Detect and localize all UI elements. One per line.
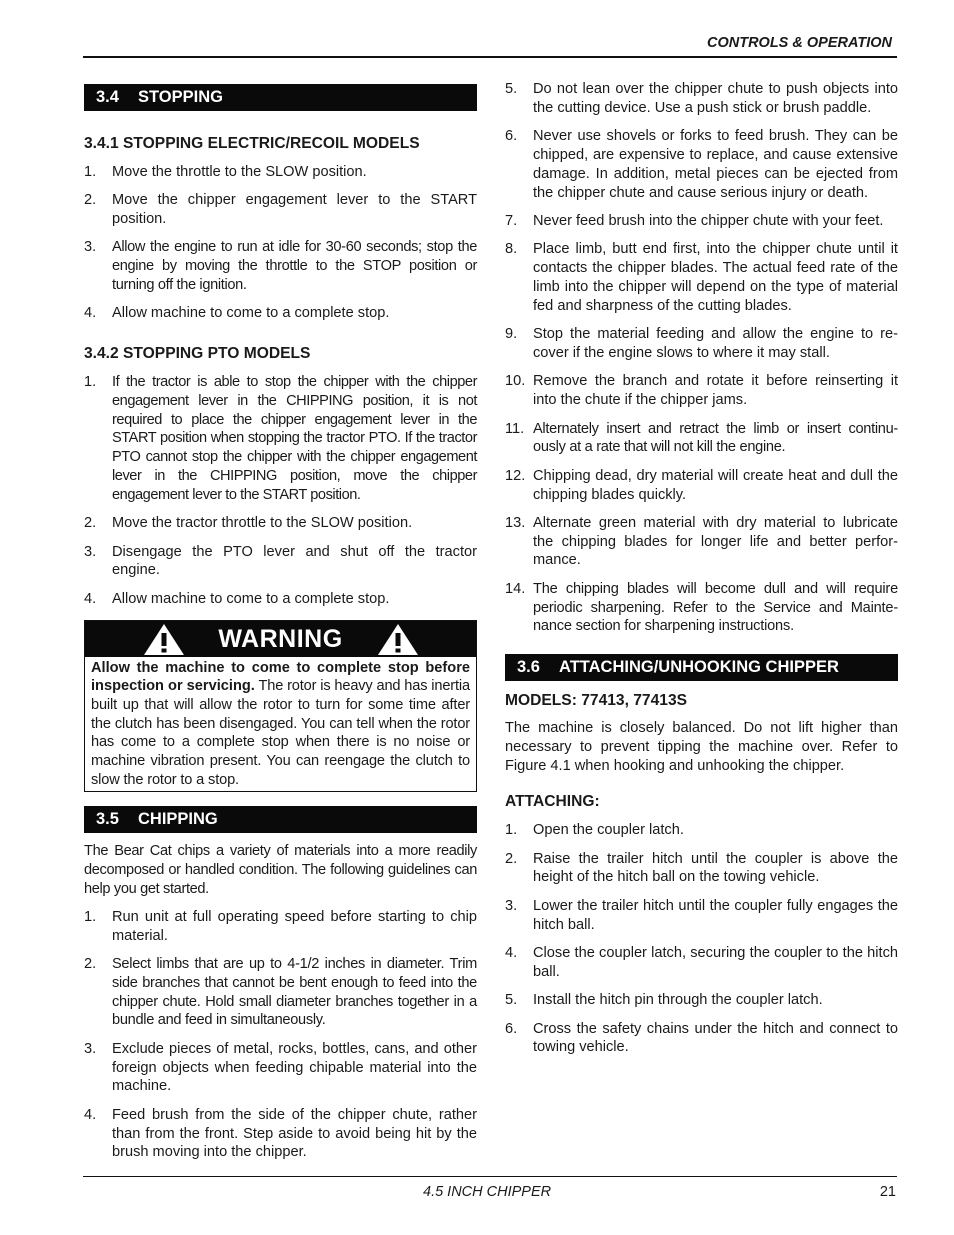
step-number: 1. [84, 908, 97, 925]
list-item [505, 420, 898, 458]
step-number: 6. [505, 128, 518, 145]
attaching-steps [505, 821, 898, 1057]
step-text: If the tractor is able to stop the chipper with the chipper engagement lever in the CHIPPING position, it is not required to place the chipper engagement lever in the START position when stopping the tractor PTO. If the tractor PTO cannot stop the chipper with the chipper engagement lever in the CHIPPING position, move the chipper engagement lever to the START position. [112, 373, 477, 503]
footer-rule [83, 1176, 897, 1177]
step-text: Cross the safety chains under the hitch and connect to towing vehicle. [533, 1020, 898, 1056]
step-number: 12. [505, 467, 526, 484]
step-text: Exclude pieces of metal, rocks, bottles, cans, and other foreign objects when feeding chipable material into the machine. [112, 1040, 477, 1095]
step-number: 4. [84, 590, 97, 607]
list-item [84, 955, 477, 1030]
list-item [84, 1106, 477, 1162]
step-text: Never use shovels or forks to feed brush. They can be chipped, are expensive to replace, and cause extensive damage. In addition, metal pieces can be ejected from the chipper chute and cause serious injury or death. [533, 128, 898, 201]
list-item [505, 80, 898, 118]
list-item [84, 373, 477, 505]
section-3-4-heading [84, 84, 477, 111]
step-number: 3. [84, 543, 97, 560]
list-item [505, 372, 898, 410]
list-item [505, 991, 898, 1010]
step-text: Move the tractor throttle to the SLOW position. [112, 515, 413, 532]
step-text: Never feed brush into the chipper chute with your feet. [533, 212, 884, 229]
step-number: 2. [84, 192, 97, 209]
warning-title: WARNING [218, 624, 343, 653]
list-item [505, 212, 898, 231]
step-text: Disengage the PTO lever and shut off the tractor engine. [112, 543, 477, 579]
page-header-title: CONTROLS & OPERATION [706, 35, 892, 51]
step-text: Move the chipper engagement lever to the START position. [112, 192, 477, 227]
step-number: 6. [505, 1020, 518, 1037]
step-number: 4. [505, 945, 518, 962]
list-item [505, 467, 898, 505]
page-number: 21 [879, 1184, 896, 1200]
stopping-pto-steps [84, 373, 477, 609]
list-item [84, 908, 477, 946]
list-item [84, 304, 477, 323]
step-number: 1. [84, 373, 97, 390]
stopping-electric-steps [84, 163, 477, 323]
step-text: Remove the branch and rotate it before reinserting it into the chute if the chipper jams. [533, 373, 898, 409]
step-text: Allow machine to come to a complete stop. [112, 590, 390, 607]
step-text: Move the throttle to the SLOW position. [112, 163, 367, 180]
step-text: Place limb, butt end first, into the chipper chute until it contacts the chipper blades. The actual feed rate of the limb into the chipper will depend on the type of material fed and sharpness of the cutting blades. [533, 241, 898, 314]
step-number: 2. [84, 515, 97, 532]
warning-box [84, 620, 477, 793]
section-number: 3.5 [96, 810, 119, 829]
step-text: Stop the material feeding and allow the engine to re-cover if the engine slows to where it may stall. [533, 326, 898, 361]
step-number: 2. [84, 956, 97, 972]
step-number: 4. [84, 1106, 97, 1123]
chipping-intro: The Bear Cat chips a variety of materials into a more readily decomposed or handled condition. The following guidelines can help you get started. [84, 843, 477, 898]
step-number: 3. [505, 897, 518, 914]
step-text: The chipping blades will become dull and will require periodic sharpening. Refer to the Service and Mainte-nance section for sharpening instructions. [533, 580, 898, 635]
list-item [84, 514, 477, 533]
list-item [505, 944, 898, 982]
step-number: 10. [505, 373, 526, 390]
step-text: Alternate green material with dry material to lubricate the chipping blades for longer life and better perfor-mance. [533, 514, 898, 569]
chipping-steps-left [84, 908, 477, 1162]
attaching-heading: ATTACHING: [505, 793, 600, 811]
list-item [505, 127, 898, 202]
step-number: 8. [505, 241, 518, 258]
step-text: Select limbs that are up to 4-1/2 inches in diameter. Trim side branches that cannot be bent enough to feed into the chipper chute. Hold small diameter branches together in a bundle and feed in simultaneously. [112, 956, 477, 1029]
section-number: 3.4 [96, 88, 119, 106]
step-text: Open the coupler latch. [533, 822, 684, 839]
section-title: ATTACHING/UNHOOKING CHIPPER [559, 658, 839, 677]
chipping-steps-right [505, 80, 898, 636]
step-number: 14. [505, 580, 526, 597]
step-number: 13. [505, 514, 526, 531]
step-number: 3. [84, 239, 97, 256]
list-item [84, 1040, 477, 1096]
list-item [505, 580, 898, 636]
step-text: Chipping dead, dry material will create heat and dull the chipping blades quickly. [533, 467, 898, 503]
list-item [505, 850, 898, 888]
list-item [84, 163, 477, 182]
subsection-3-4-2-heading: 3.4.2 STOPPING PTO MODELS [84, 345, 311, 363]
warning-bold-text: Allow the machine to come to complete stop before inspection or servicing. [91, 659, 470, 695]
warning-banner [85, 621, 476, 657]
step-number: 9. [505, 326, 518, 343]
models-heading: MODELS: 77413, 77413S [505, 692, 688, 710]
step-text: Lower the trailer hitch until the coupler fully engages the hitch ball. [533, 897, 898, 933]
list-item [505, 897, 898, 935]
section-3-6-heading [505, 654, 898, 681]
step-number: 5. [505, 992, 518, 1009]
step-number: 1. [505, 822, 518, 839]
list-item [505, 821, 898, 840]
step-number: 3. [84, 1040, 97, 1057]
warning-body-text: The rotor is heavy and has inertia built up that will allow the rotor to turn for some time after the clutch has been disengaged. You can tell when the rotor has come to a complete stop when there is no noise or machine vibration present. You can reengage the clutch to slow the rotor to a stop. [91, 678, 470, 788]
step-number: 5. [505, 81, 518, 97]
step-number: 11. [505, 420, 525, 437]
section-number: 3.6 [517, 658, 540, 677]
step-text: Alternately insert and retract the limb or insert continu-ously at a rate that will not kill the engine. [533, 420, 898, 456]
subsection-3-4-1-heading: 3.4.1 STOPPING ELECTRIC/RECOIL MODELS [84, 135, 420, 152]
list-item [84, 238, 477, 294]
list-item [84, 191, 477, 229]
attaching-intro: The machine is closely balanced. Do not lift higher than necessary to prevent tipping the machine over. Refer to Figure 4.1 when hooking and unhooking the chipper. [505, 720, 898, 774]
step-text: Feed brush from the side of the chipper chute, rather than from the front. Step aside to avoid being hit by the brush moving into the chipper. [112, 1106, 477, 1161]
step-text: Allow machine to come to a complete stop. [112, 305, 390, 322]
step-number: 1. [84, 163, 97, 180]
warning-triangle-icon [377, 623, 419, 656]
right-column [505, 80, 898, 1067]
list-item [84, 590, 477, 609]
list-item [505, 514, 898, 570]
left-column [84, 84, 477, 1172]
footer-doc-title: 4.5 INCH CHIPPER [423, 1184, 552, 1200]
list-item [505, 240, 898, 315]
step-text: Do not lean over the chipper chute to push objects into the cutting device. Use a push stick or brush paddle. [533, 81, 898, 116]
list-item [505, 1020, 898, 1058]
section-title: STOPPING [138, 88, 223, 106]
step-text: Raise the trailer hitch until the coupler is above the height of the hitch ball on the towing vehicle. [533, 850, 898, 886]
step-text: Run unit at full operating speed before starting to chip material. [112, 908, 477, 944]
step-number: 7. [505, 212, 518, 229]
list-item [84, 543, 477, 581]
warning-body [85, 657, 476, 792]
section-title: CHIPPING [138, 810, 218, 829]
step-text: Install the hitch pin through the coupler latch. [533, 992, 823, 1009]
step-text: Close the coupler latch, securing the coupler to the hitch ball. [533, 945, 898, 980]
header-rule [83, 56, 897, 58]
step-text: Allow the engine to run at idle for 30-60 seconds; stop the engine by moving the throttle to the STOP position or turning off the ignition. [112, 239, 477, 293]
section-3-5-heading [84, 806, 477, 833]
step-number: 2. [505, 850, 518, 867]
list-item [505, 325, 898, 363]
step-number: 4. [84, 305, 97, 322]
